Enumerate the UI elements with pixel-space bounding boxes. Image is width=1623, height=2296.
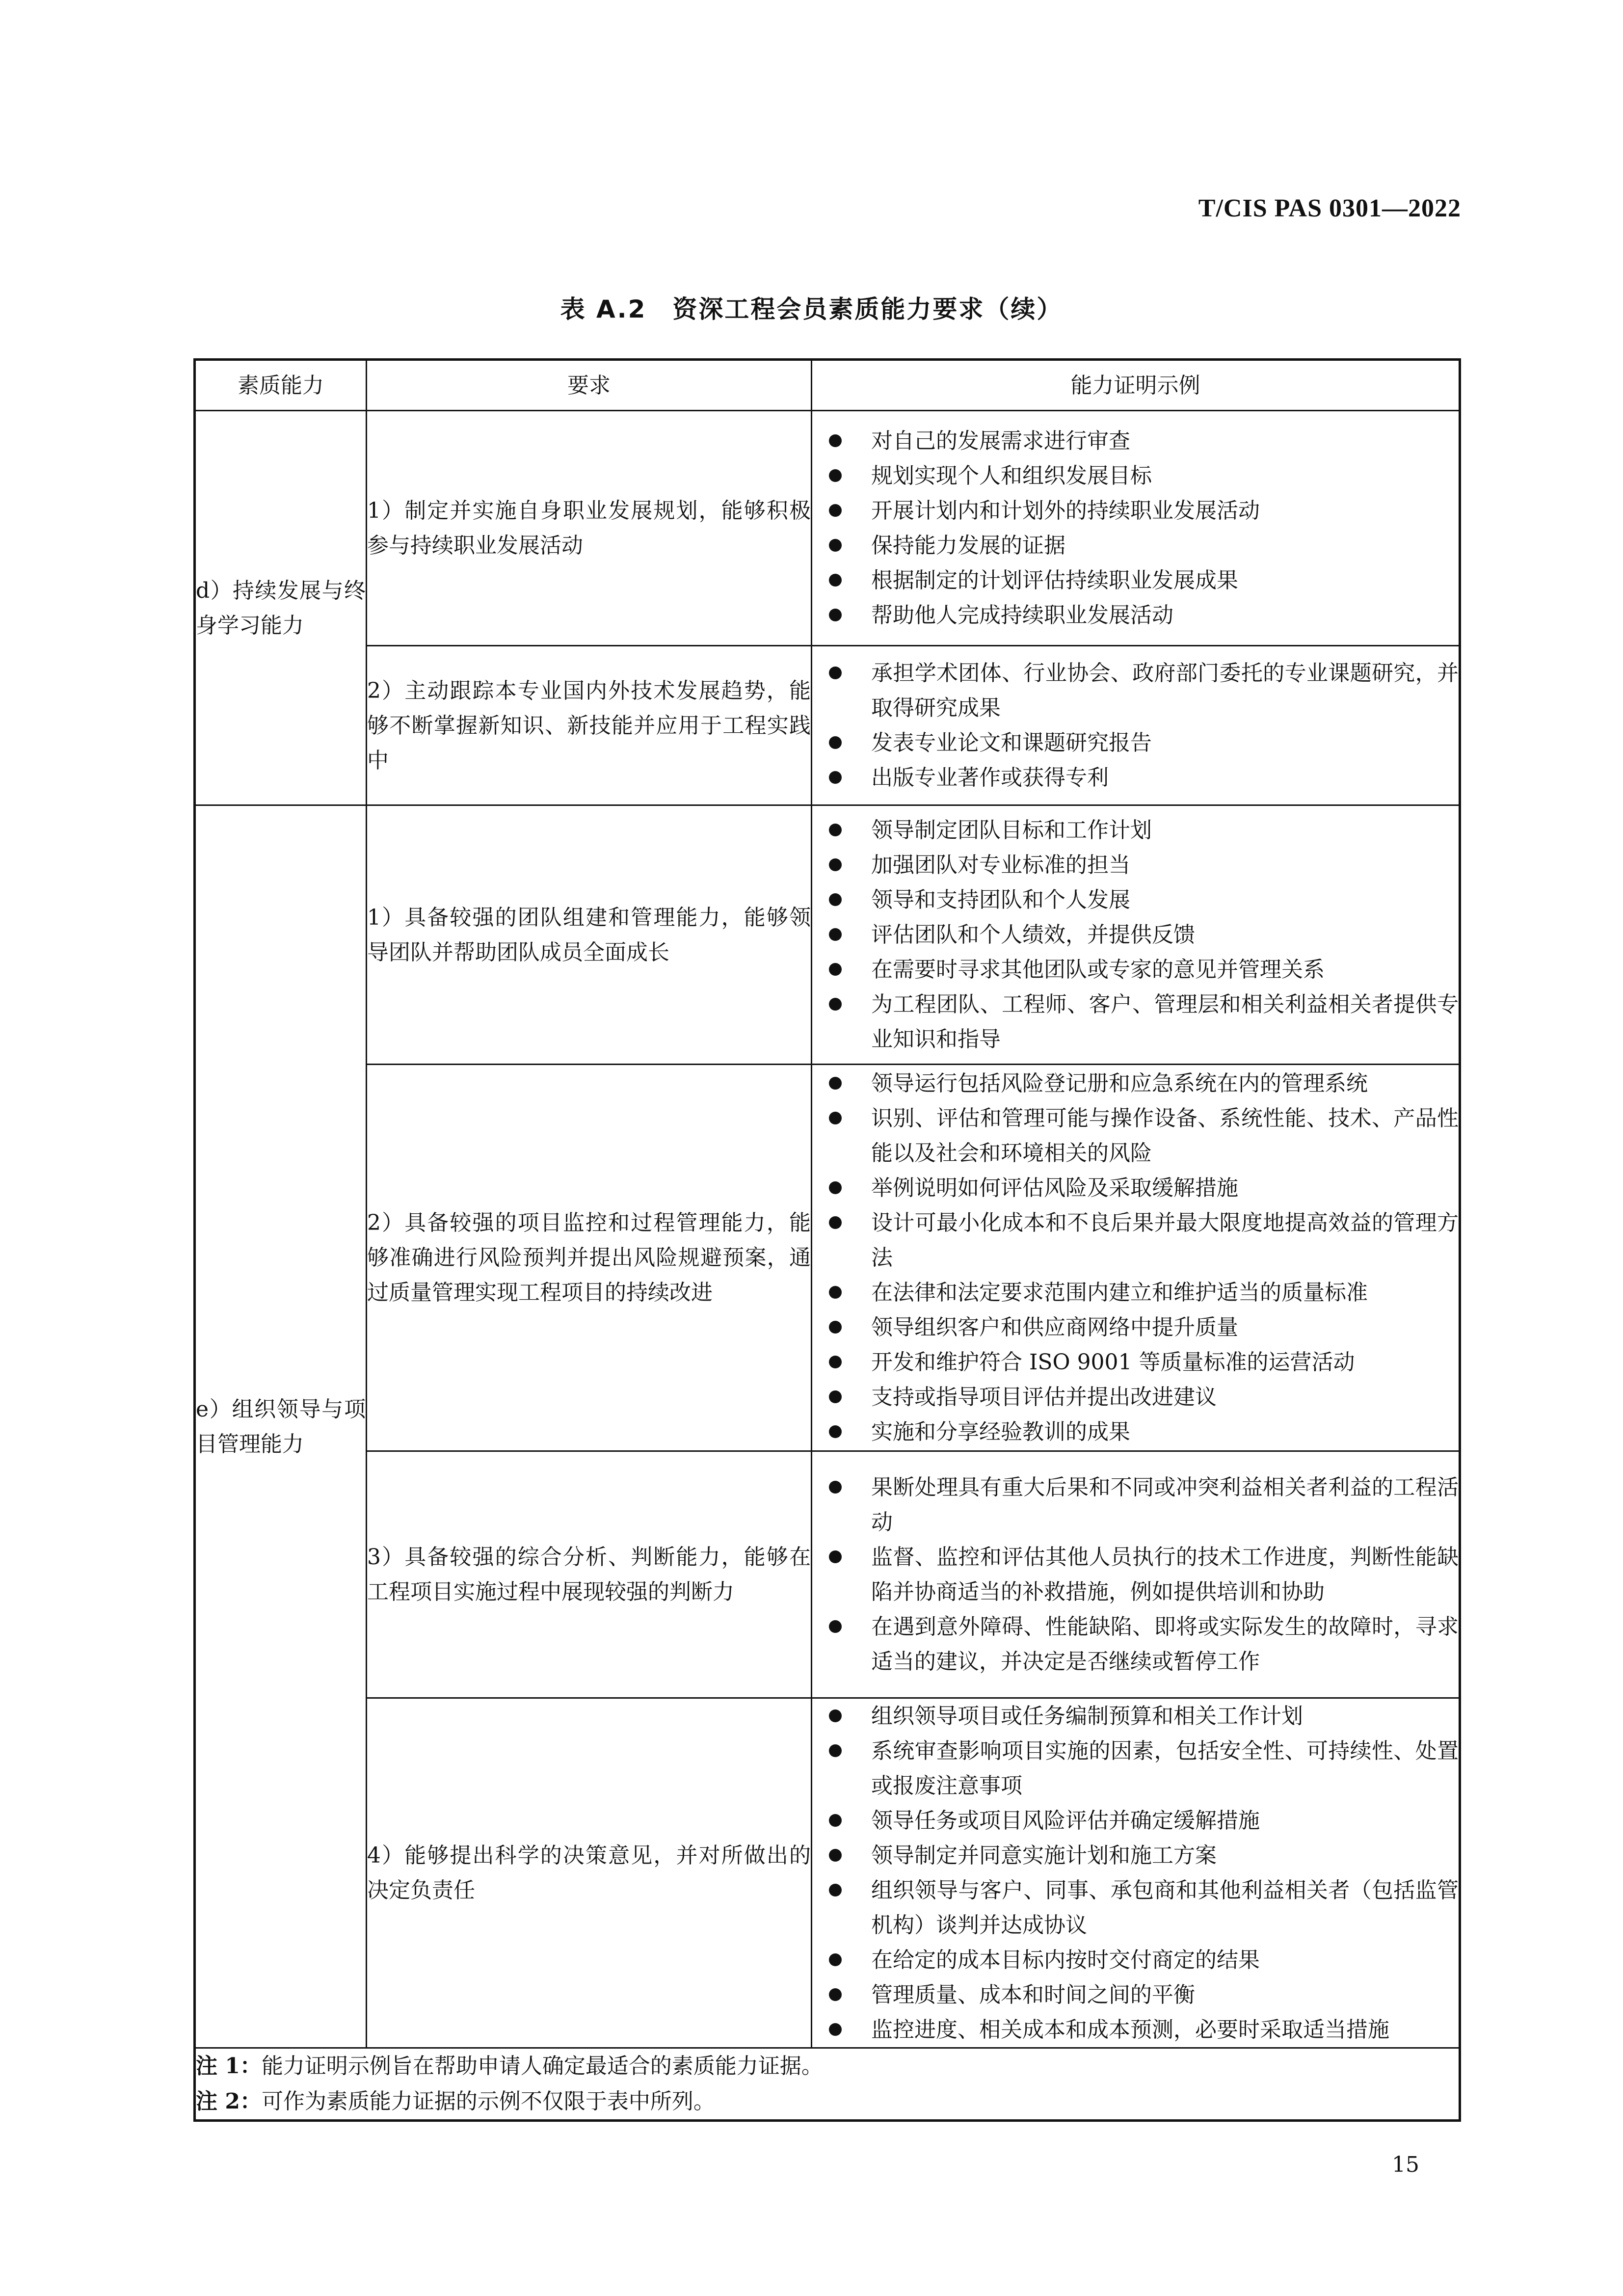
table-row	[195, 1065, 1460, 1451]
evidence-item	[812, 493, 1459, 528]
evidence-cell	[812, 411, 1460, 646]
requirement-cell: 3）具备较强的综合分析、判断能力，能够在工程项目实施过程中展现较强的判断力	[367, 1451, 812, 1698]
evidence-item	[812, 1803, 1459, 1838]
evidence-item	[812, 1873, 1459, 1943]
column-header-evidence: 能力证明示例	[812, 360, 1460, 411]
quality-cell-e: e）组织领导与项目管理能力	[195, 805, 367, 2048]
evidence-text: 评估团队和个人绩效，并提供反馈	[871, 922, 1195, 947]
bullet-icon	[829, 893, 842, 906]
evidence-text: 管理质量、成本和时间之间的平衡	[871, 1982, 1195, 2007]
bullet-icon	[829, 1550, 842, 1563]
bullet-icon	[829, 1744, 842, 1757]
evidence-item	[812, 1734, 1459, 1803]
evidence-text: 在给定的成本目标内按时交付商定的结果	[871, 1948, 1260, 1973]
bullet-icon	[829, 2023, 842, 2036]
evidence-cell	[812, 1065, 1460, 1451]
column-header-requirement: 要求	[367, 360, 812, 411]
evidence-item	[812, 1977, 1459, 2012]
bullet-icon	[829, 1953, 842, 1966]
evidence-item	[812, 987, 1459, 1057]
bullet-icon	[829, 1425, 842, 1438]
evidence-list	[812, 1699, 1459, 2047]
evidence-text: 识别、评估和管理可能与操作设备、系统性能、技术、产品性能以及社会和环境相关的风险	[871, 1106, 1459, 1166]
bullet-icon	[829, 667, 842, 679]
evidence-item	[812, 1171, 1459, 1205]
competency-table	[193, 358, 1461, 2122]
bullet-icon	[829, 609, 842, 621]
evidence-item	[812, 598, 1459, 633]
table-header-row	[195, 360, 1460, 411]
evidence-item	[812, 813, 1459, 848]
bullet-icon	[829, 1112, 842, 1124]
evidence-item	[812, 424, 1459, 458]
requirement-cell: 4）能够提出科学的决策意见，并对所做出的决定负责任	[367, 1698, 812, 2048]
evidence-text: 出版专业著作或获得专利	[871, 765, 1109, 790]
evidence-item	[812, 1470, 1459, 1540]
bullet-icon	[829, 1181, 842, 1194]
note-label: 注 2：	[196, 2089, 262, 2114]
evidence-list	[812, 656, 1459, 795]
evidence-text: 监督、监控和评估其他人员执行的技术工作进度，判断性能缺陷并协商适当的补救措施，例如提供培训和协助	[871, 1545, 1459, 1604]
table-row	[195, 411, 1460, 646]
table-row	[195, 805, 1460, 1065]
note-2	[196, 2084, 1459, 2119]
requirement-cell: 1）制定并实施自身职业发展规划，能够积极参与持续职业发展活动	[367, 411, 812, 646]
evidence-item	[812, 2012, 1459, 2047]
evidence-item	[812, 1415, 1459, 1449]
evidence-text: 领导组织客户和供应商网络中提升质量	[871, 1315, 1238, 1340]
evidence-item	[812, 917, 1459, 952]
evidence-text: 规划实现个人和组织发展目标	[871, 463, 1152, 488]
evidence-text: 发表专业论文和课题研究报告	[871, 730, 1152, 755]
evidence-text: 实施和分享经验教训的成果	[871, 1419, 1130, 1444]
bullet-icon	[829, 771, 842, 784]
evidence-text: 在需要时寻求其他团队或专家的意见并管理关系	[871, 957, 1325, 982]
bullet-icon	[829, 1286, 842, 1299]
bullet-icon	[829, 928, 842, 941]
evidence-text: 领导制定团队目标和工作计划	[871, 818, 1152, 843]
evidence-text: 承担学术团体、行业协会、政府部门委托的专业课题研究，并取得研究成果	[871, 661, 1459, 721]
bullet-icon	[829, 1481, 842, 1494]
evidence-text: 对自己的发展需求进行审查	[871, 428, 1130, 454]
evidence-text: 加强团队对专业标准的担当	[871, 853, 1130, 878]
evidence-list	[812, 1470, 1459, 1679]
evidence-cell	[812, 1451, 1460, 1698]
evidence-item	[812, 882, 1459, 917]
evidence-text: 帮助他人完成持续职业发展活动	[871, 603, 1173, 628]
bullet-icon	[829, 1321, 842, 1334]
note-1	[196, 2049, 1459, 2084]
evidence-text: 为工程团队、工程师、客户、管理层和相关利益相关者提供专业知识和指导	[871, 992, 1459, 1052]
evidence-text: 开发和维护符合 ISO 9001 等质量标准的运营活动	[871, 1350, 1355, 1375]
bullet-icon	[829, 1884, 842, 1896]
evidence-text: 在法律和法定要求范围内建立和维护适当的质量标准	[871, 1280, 1368, 1305]
bullet-icon	[829, 1216, 842, 1229]
evidence-item	[812, 1838, 1459, 1873]
evidence-item	[812, 760, 1459, 795]
table-row	[195, 646, 1460, 805]
evidence-text: 果断处理具有重大后果和不同或冲突利益相关者利益的工程活动	[871, 1475, 1459, 1535]
evidence-item	[812, 1275, 1459, 1310]
bullet-icon	[829, 469, 842, 482]
evidence-item	[812, 1345, 1459, 1380]
evidence-item	[812, 1943, 1459, 1977]
evidence-item	[812, 563, 1459, 598]
document-code: T/CIS PAS 0301—2022	[1198, 194, 1461, 222]
evidence-cell	[812, 646, 1460, 805]
evidence-text: 领导运行包括风险登记册和应急系统在内的管理系统	[871, 1071, 1368, 1096]
bullet-icon	[829, 1814, 842, 1827]
evidence-item	[812, 656, 1459, 725]
evidence-text: 设计可最小化成本和不良后果并最大限度地提高效益的管理方法	[871, 1210, 1459, 1270]
evidence-item	[812, 848, 1459, 882]
requirement-cell: 2）主动跟踪本专业国内外技术发展趋势，能够不断掌握新知识、新技能并应用于工程实践中	[367, 646, 812, 805]
evidence-text: 组织领导与客户、同事、承包商和其他利益相关者（包括监管机构）谈判并达成协议	[871, 1878, 1459, 1938]
evidence-item	[812, 1101, 1459, 1171]
evidence-item	[812, 725, 1459, 760]
quality-cell-d: d）持续发展与终身学习能力	[195, 411, 367, 805]
evidence-item	[812, 1066, 1459, 1101]
bullet-icon	[829, 998, 842, 1011]
evidence-text: 支持或指导项目评估并提出改进建议	[871, 1385, 1217, 1410]
evidence-item	[812, 1380, 1459, 1415]
table-title: 表 A.2 资深工程会员素质能力要求（续）	[560, 295, 1063, 323]
evidence-text: 系统审查影响项目实施的因素，包括安全性、可持续性、处置或报废注意事项	[871, 1738, 1459, 1798]
table-row	[195, 1698, 1460, 2048]
bullet-icon	[829, 1620, 842, 1633]
evidence-item	[812, 1540, 1459, 1609]
evidence-text: 监控进度、相关成本和成本预测，必要时采取适当措施	[871, 2017, 1389, 2042]
note-text: 可作为素质能力证据的示例不仅限于表中所列。	[261, 2089, 715, 2114]
bullet-icon	[829, 1077, 842, 1090]
evidence-text: 开展计划内和计划外的持续职业发展活动	[871, 498, 1260, 523]
evidence-item	[812, 1699, 1459, 1734]
column-header-quality: 素质能力	[195, 360, 367, 411]
evidence-text: 在遇到意外障碍、性能缺陷、即将或实际发生的故障时，寻求适当的建议，并决定是否继续或暂停工作	[871, 1614, 1459, 1674]
bullet-icon	[829, 504, 842, 517]
bullet-icon	[829, 539, 842, 552]
evidence-list	[812, 1066, 1459, 1449]
evidence-text: 领导制定并同意实施计划和施工方案	[871, 1843, 1217, 1868]
evidence-text: 领导和支持团队和个人发展	[871, 887, 1130, 912]
evidence-text: 根据制定的计划评估持续职业发展成果	[871, 568, 1238, 593]
evidence-cell	[812, 805, 1460, 1065]
bullet-icon	[829, 1356, 842, 1368]
notes-row	[195, 2048, 1460, 2121]
evidence-list	[812, 813, 1459, 1057]
requirement-cell: 2）具备较强的项目监控和过程管理能力，能够准确进行风险预判并提出风险规避预案，通过质量管理实现工程项目的持续改进	[367, 1065, 812, 1451]
notes-cell	[195, 2048, 1460, 2121]
evidence-item	[812, 952, 1459, 987]
requirement-cell: 1）具备较强的团队组建和管理能力，能够领导团队并帮助团队成员全面成长	[367, 805, 812, 1065]
bullet-icon	[829, 1988, 842, 2001]
evidence-item	[812, 1310, 1459, 1345]
bullet-icon	[829, 963, 842, 976]
bullet-icon	[829, 858, 842, 871]
note-text: 能力证明示例旨在帮助申请人确定最适合的素质能力证据。	[261, 2054, 823, 2079]
evidence-text: 组织领导项目或任务编制预算和相关工作计划	[871, 1704, 1303, 1729]
note-label: 注 1：	[196, 2054, 262, 2079]
table-row	[195, 1451, 1460, 1698]
evidence-item	[812, 1205, 1459, 1275]
bullet-icon	[829, 574, 842, 587]
bullet-icon	[829, 434, 842, 447]
evidence-text: 举例说明如何评估风险及采取缓解措施	[871, 1175, 1238, 1201]
evidence-text: 保持能力发展的证据	[871, 533, 1065, 558]
bullet-icon	[829, 1709, 842, 1722]
evidence-cell	[812, 1698, 1460, 2048]
bullet-icon	[829, 1390, 842, 1403]
evidence-item	[812, 528, 1459, 563]
evidence-item	[812, 458, 1459, 493]
evidence-item	[812, 1609, 1459, 1679]
bullet-icon	[829, 736, 842, 749]
evidence-text: 领导任务或项目风险评估并确定缓解措施	[871, 1808, 1260, 1833]
bullet-icon	[829, 1849, 842, 1862]
page-number: 15	[1392, 2152, 1419, 2177]
bullet-icon	[829, 824, 842, 836]
evidence-list	[812, 424, 1459, 633]
